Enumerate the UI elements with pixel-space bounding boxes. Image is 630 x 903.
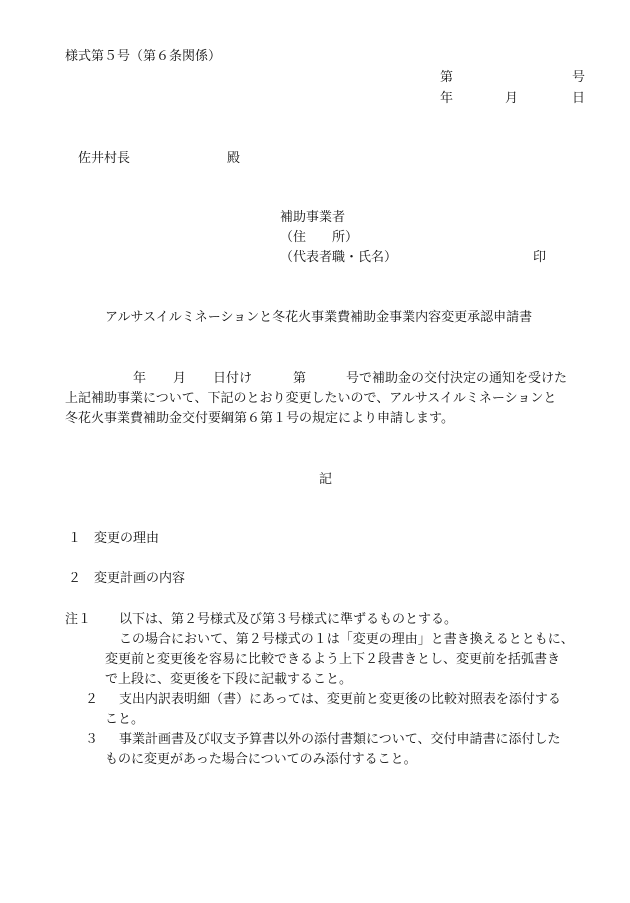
applicant-address-label: （住 所） xyxy=(280,230,359,245)
number-go: 号 xyxy=(572,70,586,85)
body-line3: 冬花火事業費補助金交付要綱第６第１号の規定により申請します。 xyxy=(65,411,454,426)
note-3-line-2: ものに変更があった場合についてのみ添付すること。 xyxy=(105,752,417,767)
body-month: 月 xyxy=(173,371,187,386)
number-dai: 第 xyxy=(440,70,454,85)
recipient-honorific: 殿 xyxy=(227,151,241,166)
body-line2: 上記補助事業について、下記のとおり変更したいので、アルサスイルミネーションと xyxy=(65,391,557,406)
body-year: 年 xyxy=(133,371,147,386)
item-2-text: 変更計画の内容 xyxy=(94,571,186,586)
note-3-line-1: 事業計画書及び収支予算書以外の添付書類について、交付申請書に添付した xyxy=(119,732,561,747)
body-line1-rest: 号で補助金の交付決定の通知を受けた xyxy=(346,371,568,386)
item-2-num: ２ xyxy=(68,571,82,586)
recipient-name: 佐井村長 xyxy=(78,151,131,166)
form-label: 様式第５号（第６条関係） xyxy=(65,49,222,64)
note-1-line-2: この場合において、第２号様式の１は「変更の理由」と書き換えるとともに、 xyxy=(119,632,574,647)
note-2-line-2: こと。 xyxy=(105,712,145,727)
note-1-line-4: で上段に、変更後を下段に記載すること。 xyxy=(105,672,353,687)
body-day-suffix: 日付け xyxy=(213,371,253,386)
body-dai: 第 xyxy=(293,371,307,386)
document-title: アルサスイルミネーションと冬花火事業費補助金事業内容変更承認申請書 xyxy=(105,310,533,325)
note-1-line-3: 変更前と変更後を容易に比較できるよう上下２段書きとし、変更前を括弧書き xyxy=(105,652,561,667)
note-3-num: ３ xyxy=(85,732,99,747)
item-1-num: １ xyxy=(68,531,82,546)
seal-mark: 印 xyxy=(533,250,547,265)
date-year: 年 xyxy=(440,91,454,106)
ki-heading: 記 xyxy=(319,472,333,487)
applicant-title: 補助事業者 xyxy=(280,210,346,225)
item-1-text: 変更の理由 xyxy=(94,531,160,546)
note-label: 注１ xyxy=(65,612,92,627)
note-2-line-1: 支出内訳表明細（書）にあっては、変更前と変更後の比較対照表を添付する xyxy=(119,692,561,707)
note-2-num: ２ xyxy=(85,692,99,707)
applicant-rep-label: （代表者職・氏名） xyxy=(280,250,398,265)
date-day: 日 xyxy=(572,91,586,106)
note-1-line-1: 以下は、第２号様式及び第３号様式に準ずるものとする。 xyxy=(119,612,458,627)
date-month: 月 xyxy=(505,91,519,106)
